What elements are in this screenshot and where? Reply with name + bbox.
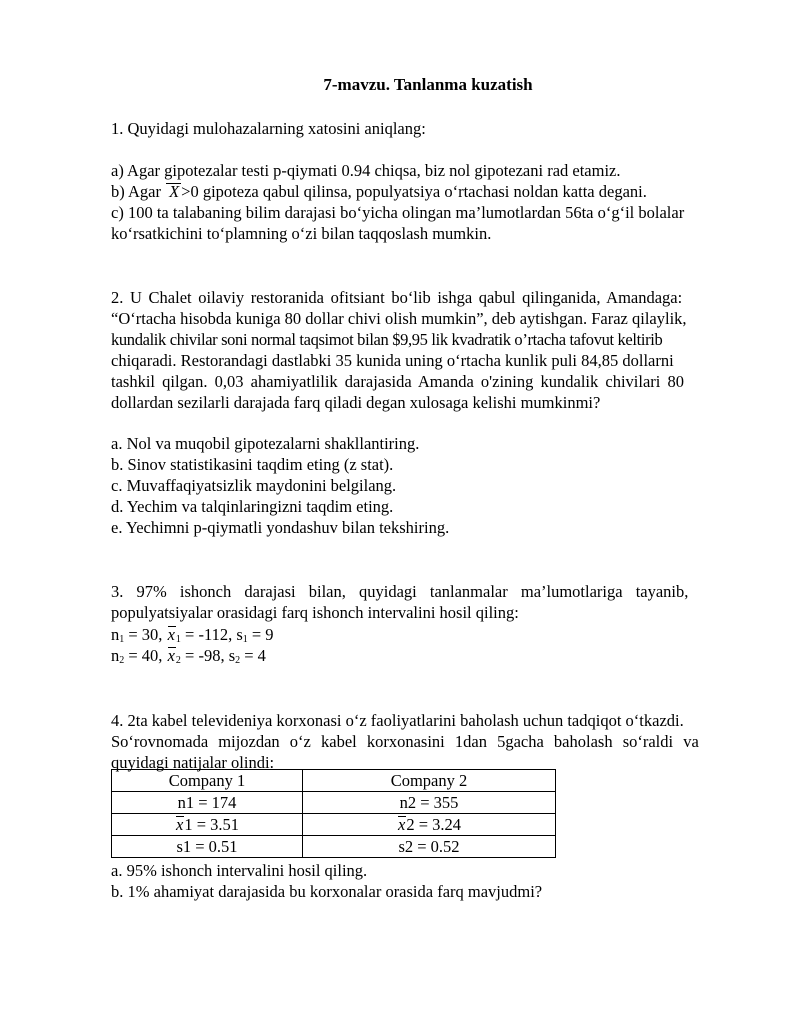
table-cell: n2 = 355: [303, 792, 556, 814]
x-bar-symbol: x: [167, 646, 175, 665]
q3-sample-2: [111, 645, 745, 666]
s-value: = 4: [240, 646, 266, 665]
q2-task: c. Muvaffaqiyatsizlik maydonini belgilang.: [111, 476, 397, 495]
x-bar-symbol: x: [167, 625, 175, 644]
q4-line2: So‘rovnomada mijozdan o‘z kabel korxonasini 1dan 5gacha baholash so‘raldi va: [111, 732, 699, 751]
q3-line1: 3. 97% ishonch darajasi bilan, quyidagi tanlanmalar ma’lumotlariga tayanib,: [111, 582, 689, 601]
q4-line3: quyidagi natijalar olindi:: [111, 753, 275, 772]
table-cell: s1 = 0.51: [112, 836, 303, 858]
q4-task-b: b. 1% ahamiyat darajasida bu korxonalar orasida farq mavjudmi?: [111, 882, 543, 901]
q2-line: kundalik chivilar soni normal taqsimot bilan $9,95 lik kvadratik o’rtacha tafovut keltirib: [111, 330, 663, 349]
q1-item-c-line2: ko‘rsatkichini to‘plamning o‘zi bilan taqqoslash mumkin.: [111, 224, 492, 243]
x-bar-symbol: x: [397, 815, 406, 834]
table-row: [112, 770, 556, 792]
q1-item-b-suffix: >0 gipoteza qabul qilinsa, populyatsiya o‘rtachasi noldan katta degani.: [181, 182, 647, 201]
table-cell: [112, 814, 303, 836]
x-value: = -112, s: [180, 625, 243, 644]
s-subscript: 1: [242, 634, 248, 645]
n-subscript: 1: [119, 634, 125, 645]
q1-item-c-line1: c) 100 ta talabaning bilim darajasi bo‘yicha olingan ma’lumotlardan 56ta o‘g‘il bolalar: [111, 203, 685, 222]
q4-line1: 4. 2ta kabel televideniya korxonasi o‘z faoliyatlarini baholash uchun tadqiqot o‘tkazdi.: [111, 711, 684, 730]
q2-line: chiqaradi. Restorandagi dastlabki 35 kunida uning o‘rtacha kunlik puli 84,85 dollarni: [111, 351, 674, 370]
table-cell: n1 = 174: [112, 792, 303, 814]
n-value: = 40,: [124, 646, 163, 665]
q2-line: dollardan sezilarli darajada farq qiladi degan xulosaga kelishi mumkinmi?: [111, 393, 601, 412]
q2-paragraph: [111, 287, 745, 413]
q2-task: a. Nol va muqobil gipotezalarni shakllantiring.: [111, 434, 420, 453]
q3-sample-1: [111, 624, 745, 645]
q2-line: “O‘rtacha hisobda kuniga 80 dollar chivi olish mumkin”, deb aytishgan. Faraz qilaylik,: [111, 309, 687, 328]
table-row: [112, 836, 556, 858]
q1-item-b: [111, 181, 745, 202]
table-row: [112, 814, 556, 836]
s-subscript: 2: [235, 655, 241, 666]
q2-line: 2. U Chalet oilaviy restoranida ofitsiant bo‘lib ishga qabul qilinganida, Amandaga:: [111, 288, 683, 307]
table-cell: [303, 814, 556, 836]
x-bar-symbol: X: [165, 181, 181, 202]
x-subscript: 1: [175, 634, 181, 645]
table-header-cell: Company 2: [303, 770, 556, 792]
table-cell: s2 = 0.52: [303, 836, 556, 858]
q2-task: b. Sinov statistikasini taqdim eting (z stat).: [111, 455, 394, 474]
q1-prompt: 1. Quyidagi mulohazalarning xatosini aniqlang:: [111, 119, 426, 138]
page-title: 7-mavzu. Tanlanma kuzatish: [323, 75, 533, 94]
n-subscript: 2: [119, 655, 125, 666]
table-cell-value: 2 = 3.24: [406, 815, 461, 834]
q1-item-b-prefix: b) Agar: [111, 182, 161, 201]
q3-paragraph: [111, 581, 745, 623]
q2-task-list: [111, 433, 745, 538]
q4-paragraph: [111, 710, 745, 773]
n-value: = 30,: [124, 625, 163, 644]
q4-task-a: a. 95% ishonch intervalini hosil qiling.: [111, 861, 368, 880]
q1-item-a: a) Agar gipotezalar testi p-qiymati 0.94 chiqsa, biz nol gipotezani rad etamiz.: [111, 161, 621, 180]
q3-line2: populyatsiyalar orasidagi farq ishonch intervalini hosil qiling:: [111, 603, 519, 622]
table-row: [112, 792, 556, 814]
table-header-cell: Company 1: [112, 770, 303, 792]
table-cell-value: 1 = 3.51: [184, 815, 239, 834]
s-value: = 9: [247, 625, 274, 644]
q2-task: e. Yechimni p-qiymatli yondashuv bilan tekshiring.: [111, 518, 450, 537]
x-value: = -98, s: [180, 646, 236, 665]
q2-task: d. Yechim va talqinlaringizni taqdim eting.: [111, 497, 394, 516]
x-bar-symbol: x: [175, 815, 184, 834]
company-comparison-table: [111, 769, 556, 858]
x-subscript: 2: [175, 655, 181, 666]
n-label: n: [111, 625, 120, 644]
q2-line: tashkil qilgan. 0,03 ahamiyatlilik darajasida Amanda o'zining kundalik chivilari 80: [111, 372, 684, 391]
n-label: n: [111, 646, 120, 665]
